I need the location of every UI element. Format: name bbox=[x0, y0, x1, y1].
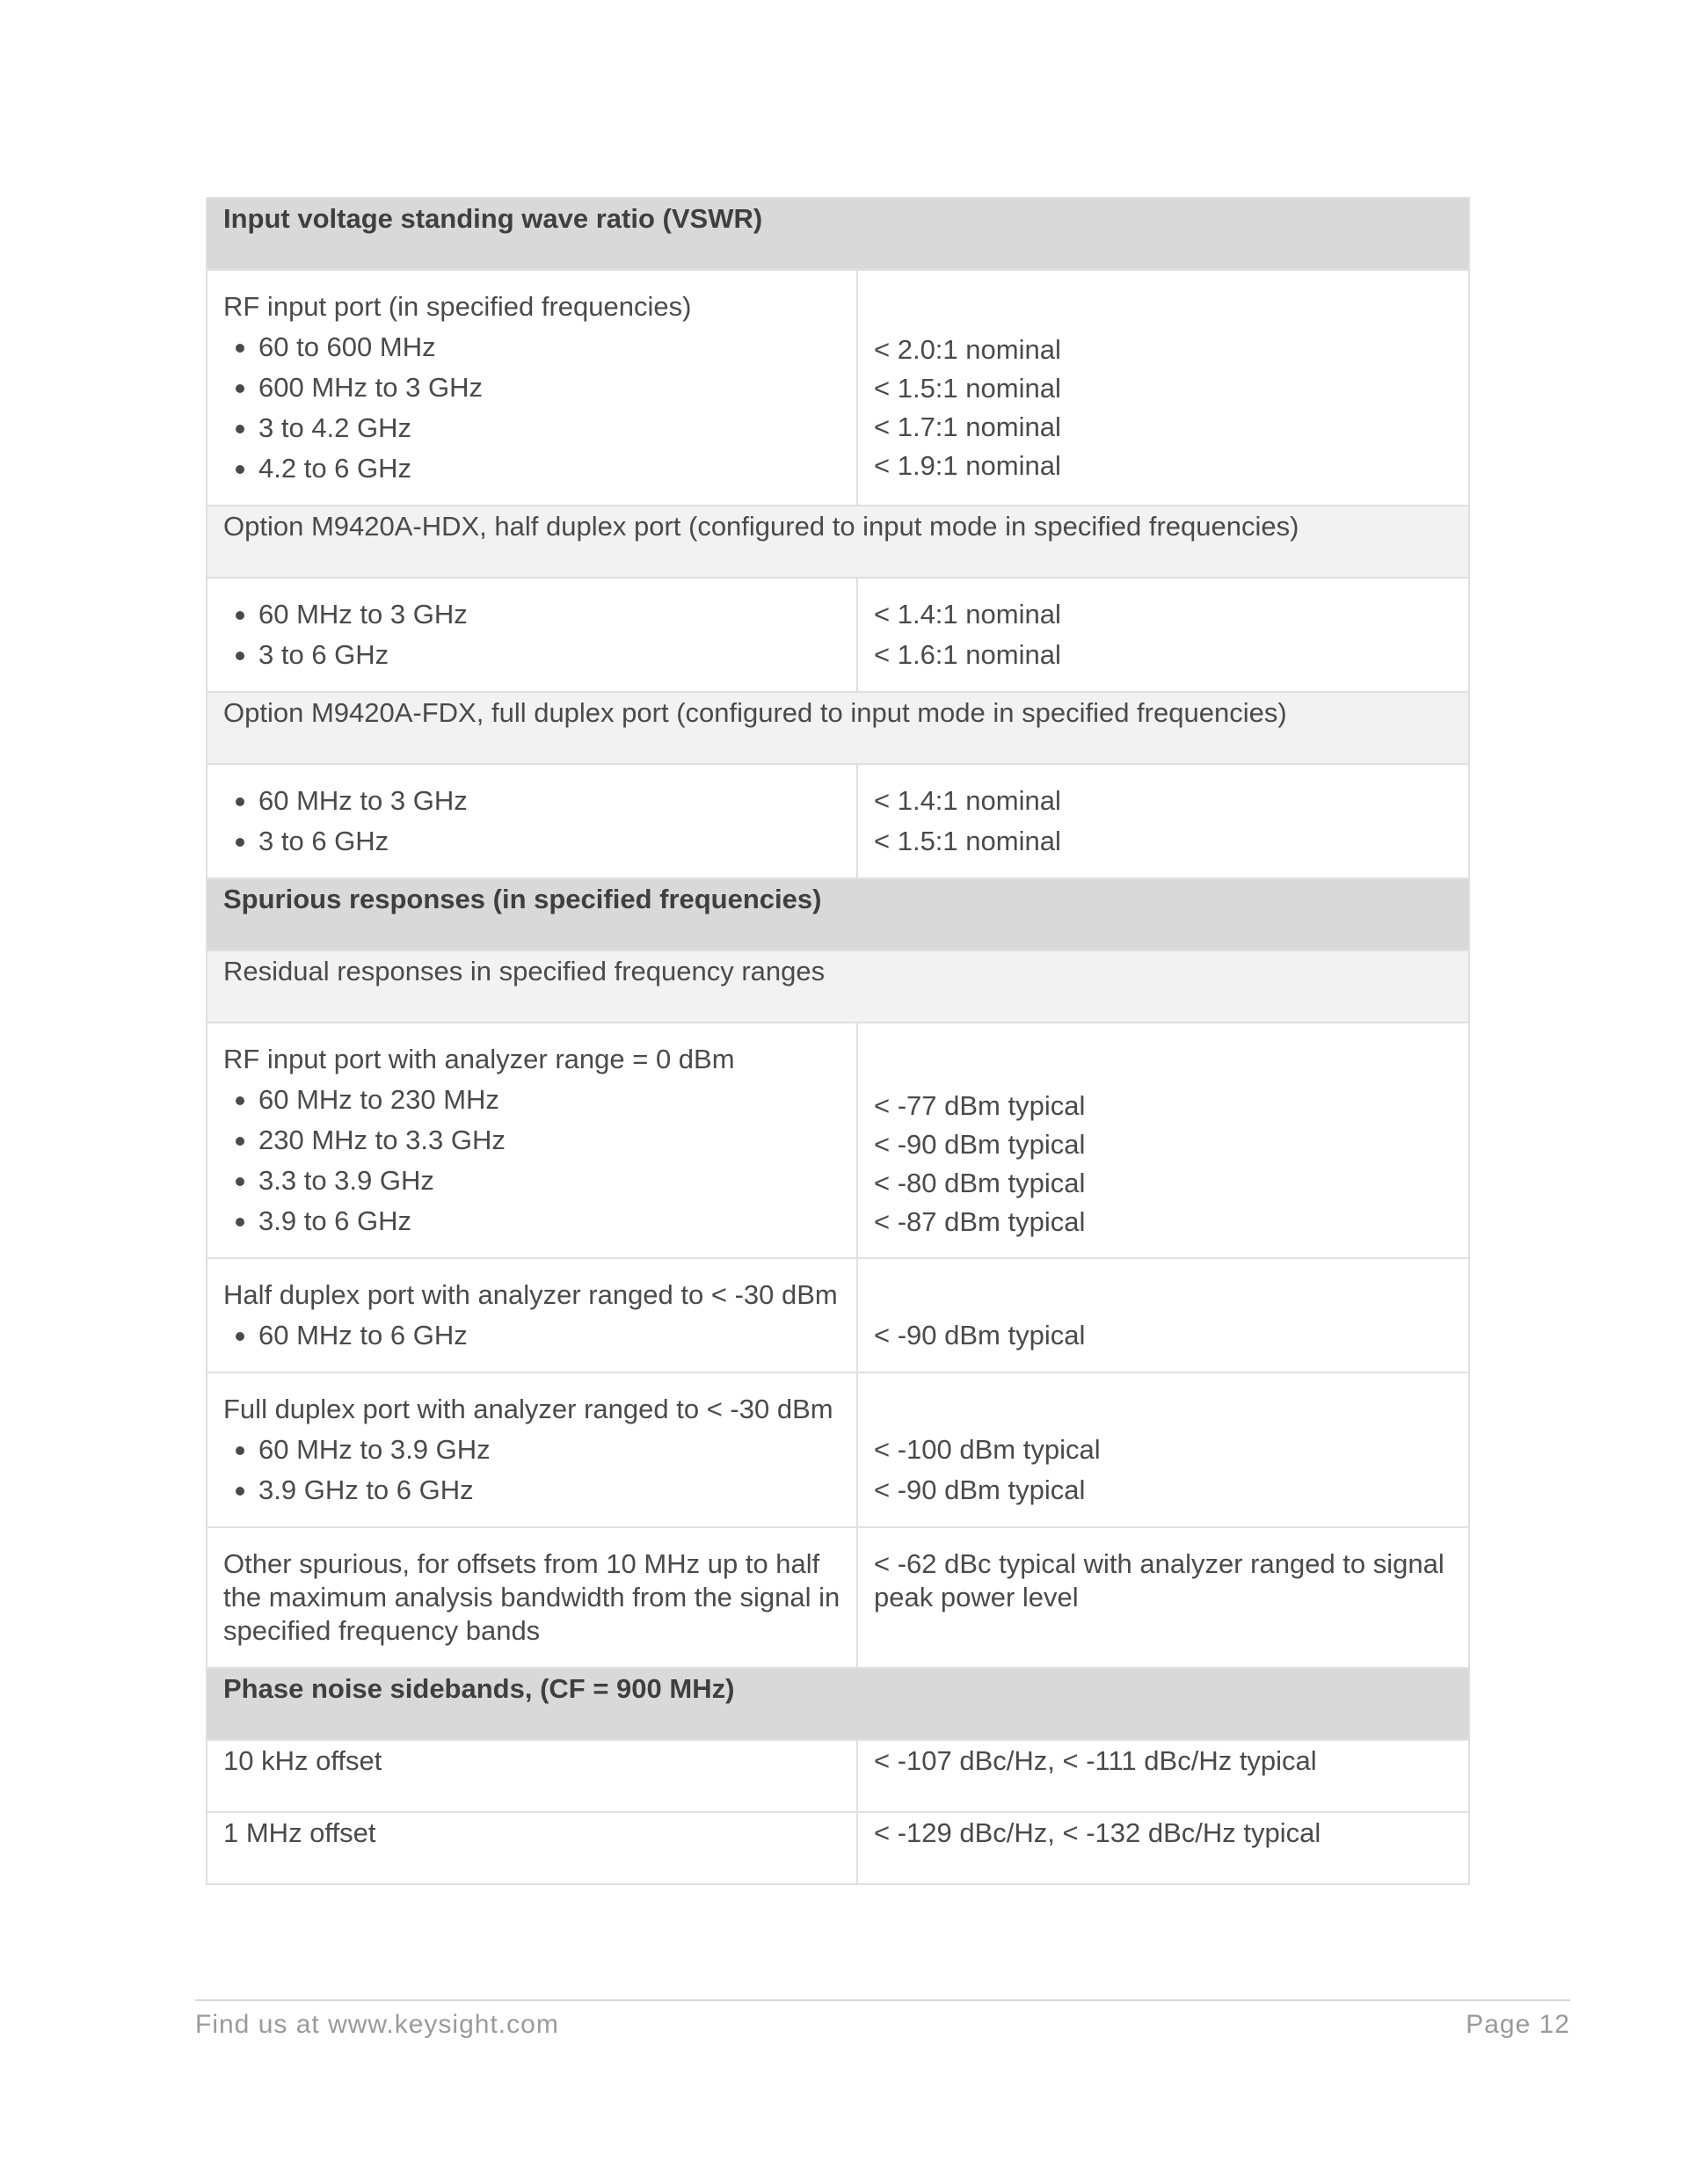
bullet-list bbox=[223, 327, 840, 489]
value-item: < -87 dBm typical bbox=[874, 1206, 1086, 1237]
table-row bbox=[207, 270, 1469, 506]
param-cell: 10 kHz offset bbox=[207, 1740, 857, 1812]
value-item: < 1.4:1 nominal bbox=[874, 599, 1061, 630]
table-row bbox=[207, 1372, 1469, 1527]
list-item: 60 to 600 MHz bbox=[223, 327, 840, 368]
bullet-list bbox=[223, 1430, 840, 1511]
list-item: 60 MHz to 6 GHz bbox=[223, 1315, 840, 1356]
value-cell bbox=[857, 1372, 1469, 1527]
value-item: < -62 dBc typical with analyzer ranged to signal peak power level bbox=[874, 1548, 1444, 1613]
param-cell bbox=[207, 1372, 857, 1527]
param-cell bbox=[207, 764, 857, 878]
list-item: 60 MHz to 3 GHz bbox=[223, 781, 840, 821]
footer-website-link[interactable]: Find us at www.keysight.com bbox=[195, 2010, 559, 2039]
list-item: 60 MHz to 3 GHz bbox=[223, 594, 840, 635]
param-label: Full duplex port with analyzer ranged to < -30 dBm bbox=[223, 1394, 833, 1424]
value-item: < 1.4:1 nominal bbox=[874, 785, 1061, 816]
list-item: 3.9 to 6 GHz bbox=[223, 1201, 840, 1241]
param-label: RF input port with analyzer range = 0 dBm bbox=[223, 1044, 735, 1074]
page-number: Page 12 bbox=[1466, 2010, 1570, 2039]
table-row bbox=[207, 764, 1469, 878]
table-row bbox=[207, 578, 1469, 692]
param-cell: 1 MHz offset bbox=[207, 1812, 857, 1884]
section-title: Spurious responses (in specified frequencies) bbox=[207, 878, 1469, 950]
value-item: < 1.9:1 nominal bbox=[874, 450, 1061, 481]
spec-table bbox=[206, 197, 1470, 1885]
subsection-title: Option M9420A-FDX, full duplex port (configured to input mode in specified frequencies) bbox=[207, 692, 1469, 764]
list-item: 60 MHz to 3.9 GHz bbox=[223, 1430, 840, 1470]
subsection-header-residual bbox=[207, 950, 1469, 1023]
param-label: Half duplex port with analyzer ranged to < -30 dBm bbox=[223, 1279, 838, 1310]
table-row bbox=[207, 1740, 1469, 1812]
table-row bbox=[207, 1023, 1469, 1258]
value-item: < 2.0:1 nominal bbox=[874, 334, 1061, 365]
value-item: < 1.5:1 nominal bbox=[874, 826, 1061, 856]
list-item: 3.9 GHz to 6 GHz bbox=[223, 1470, 840, 1511]
table-row bbox=[207, 1258, 1469, 1372]
bullet-list bbox=[223, 781, 840, 862]
bullet-list bbox=[223, 1080, 840, 1241]
section-title: Input voltage standing wave ratio (VSWR) bbox=[207, 198, 1469, 270]
subsection-title: Residual responses in specified frequency ranges bbox=[207, 950, 1469, 1023]
list-item: 3 to 6 GHz bbox=[223, 821, 840, 862]
section-header-phase-noise bbox=[207, 1668, 1469, 1740]
list-item: 4.2 to 6 GHz bbox=[223, 448, 840, 489]
value-item: < -90 dBm typical bbox=[874, 1320, 1086, 1350]
value-cell bbox=[857, 764, 1469, 878]
page-footer bbox=[195, 1999, 1570, 2040]
param-cell bbox=[207, 1023, 857, 1258]
list-item: 3 to 4.2 GHz bbox=[223, 408, 840, 448]
bullet-list bbox=[223, 594, 840, 675]
subsection-header-fdx bbox=[207, 692, 1469, 764]
list-item: 600 MHz to 3 GHz bbox=[223, 368, 840, 408]
param-cell bbox=[207, 1527, 857, 1668]
section-header-vswr bbox=[207, 198, 1469, 270]
value-cell: < -129 dBc/Hz, < -132 dBc/Hz typical bbox=[857, 1812, 1469, 1884]
section-title: Phase noise sidebands, (CF = 900 MHz) bbox=[207, 1668, 1469, 1740]
value-item: < -90 dBm typical bbox=[874, 1129, 1086, 1160]
value-cell bbox=[857, 1258, 1469, 1372]
subsection-header-hdx bbox=[207, 506, 1469, 578]
list-item: 3 to 6 GHz bbox=[223, 635, 840, 675]
bullet-list bbox=[223, 1315, 840, 1356]
value-item: < 1.5:1 nominal bbox=[874, 373, 1061, 404]
table-row bbox=[207, 1527, 1469, 1668]
value-item: < -77 dBm typical bbox=[874, 1090, 1086, 1121]
value-list bbox=[874, 331, 1452, 485]
table-row bbox=[207, 1812, 1469, 1884]
value-item: < -100 dBm typical bbox=[874, 1434, 1101, 1465]
value-item: < -80 dBm typical bbox=[874, 1168, 1086, 1198]
param-cell bbox=[207, 270, 857, 506]
section-header-spurious bbox=[207, 878, 1469, 950]
list-item: 230 MHz to 3.3 GHz bbox=[223, 1120, 840, 1161]
value-item: < 1.6:1 nominal bbox=[874, 639, 1061, 670]
value-cell bbox=[857, 578, 1469, 692]
value-cell: < -107 dBc/Hz, < -111 dBc/Hz typical bbox=[857, 1740, 1469, 1812]
param-label: Other spurious, for offsets from 10 MHz up to half the maximum analysis bandwidth from the signal in specified frequency bands bbox=[223, 1548, 840, 1646]
list-item: 3.3 to 3.9 GHz bbox=[223, 1161, 840, 1201]
param-label: RF input port (in specified frequencies) bbox=[223, 291, 692, 322]
subsection-title: Option M9420A-HDX, half duplex port (configured to input mode in specified frequencies) bbox=[207, 506, 1469, 578]
param-cell bbox=[207, 578, 857, 692]
value-cell bbox=[857, 270, 1469, 506]
value-cell bbox=[857, 1023, 1469, 1258]
value-item: < -90 dBm typical bbox=[874, 1474, 1086, 1505]
value-item: < 1.7:1 nominal bbox=[874, 411, 1061, 442]
param-cell bbox=[207, 1258, 857, 1372]
value-cell bbox=[857, 1527, 1469, 1668]
list-item: 60 MHz to 230 MHz bbox=[223, 1080, 840, 1120]
